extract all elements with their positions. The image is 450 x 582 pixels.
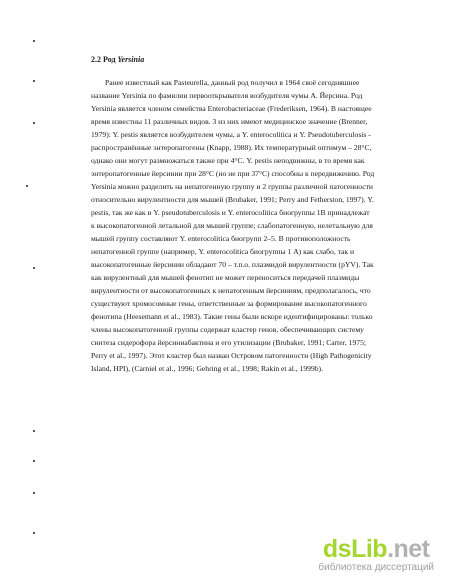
dslib-logo: dsLib.net bbox=[322, 535, 430, 563]
body-line: 1979): Y. pestis является возбудителем чумы, а Y. enterocolitica и Y. Pseudotuberculosis - bbox=[91, 130, 371, 139]
section-heading bbox=[91, 55, 144, 64]
body-line: Island, HPI), (Carniel et al., 1996; Gehring et al., 1998; Rakin et al., 1999b). bbox=[91, 364, 323, 373]
body-line: Yersinia является членом семейства Enterobacteriaceae (Frederiksen, 1964). В настоящее bbox=[91, 104, 372, 113]
body-line: вирулентности от высокопатогенных к непатогенным йерсиниям, предполагалось, что bbox=[91, 286, 371, 295]
dslib-watermark bbox=[318, 536, 434, 574]
margin-mark bbox=[33, 460, 35, 462]
document-body bbox=[91, 76, 381, 375]
body-line: члены высокопатогенной группы содержат кластер генов, обеспечивающих систему bbox=[91, 325, 364, 334]
margin-mark bbox=[33, 40, 35, 42]
body-line: однако они могут размножаться также при 4°С. Y. pestis неподвижны, в то время как bbox=[91, 156, 365, 165]
body-line: Ранее известный как Pasteurella, данный род получил в 1964 своё сегодняшнее bbox=[105, 78, 360, 87]
body-line: фенотипа (Heesemann et al., 1983). Такие гены были вскоре идентифицированы: только bbox=[91, 312, 373, 321]
body-line: Perry et al., 1997). Этот кластер был назван Островом патогенности (High Pathogenicity bbox=[91, 351, 372, 360]
margin-mark bbox=[33, 122, 35, 124]
margin-mark bbox=[33, 80, 35, 82]
body-line: pestis, так же как и Y. pseudotuberculosis и Y. enterocolitica биогруппы 1В принадлежат bbox=[91, 208, 370, 217]
body-line: синтеза сидерофора йерсиниабактина и его утилизации (Brubaker, 1991; Carter, 1975; bbox=[91, 338, 366, 347]
body-line: существуют хромосомные гены, ответственные за формирование высокопатогенного bbox=[91, 299, 367, 308]
body-line: распространённые энтеропатогены (Knapp, 1988). Их температурный оптимум – 28°С, bbox=[91, 143, 372, 152]
body-line: относительно вирулентности для мышей (Brubaker, 1991; Perry and Fetherston, 1997). Y. bbox=[91, 195, 374, 204]
margin-mark bbox=[33, 267, 35, 269]
margin-mark bbox=[33, 492, 35, 494]
body-line: как вирулентный для мышей фенотип не может переноситься передачей плазмиды bbox=[91, 273, 360, 282]
body-line: название Yersinia по фамилии первооткрывателя возбудителя чумы А. Йерсина. Род bbox=[91, 91, 363, 100]
body-line: Yersinia можно разделить на непатогенную группу и 2 группы различной патогенности bbox=[91, 182, 373, 191]
margin-mark bbox=[26, 185, 28, 187]
section-genus: Yersinia bbox=[117, 55, 145, 64]
body-line: мышей группу составляют Y. enterocolitica биогрупп 2–5. В противоположность bbox=[91, 234, 351, 243]
section-number: 2.2 Род bbox=[91, 55, 116, 64]
body-line: непатогенной группе (например, Y. enterocolitica биогруппы 1 А) как слабо, так и bbox=[91, 247, 355, 256]
body-line: к высокопатогенной летальной для мышей группе; слабопатогенную, нелетальную для bbox=[91, 221, 373, 230]
dslib-subtitle: библиотека диссертаций bbox=[318, 562, 434, 573]
margin-mark bbox=[33, 532, 35, 534]
body-line: энтеропатогенные йерсинии при 28°С (но не при 37°С) способны к передвижению. Род bbox=[91, 169, 375, 178]
body-line: время известны 11 различных видов. 3 из них имеют медицинское значение (Brenner, bbox=[91, 117, 368, 126]
body-line: высокопатогенные йерсинии обладают 70 – т.п.о. плазмидой вирулентности (pYV). Так bbox=[91, 260, 374, 269]
margin-mark bbox=[33, 430, 35, 432]
